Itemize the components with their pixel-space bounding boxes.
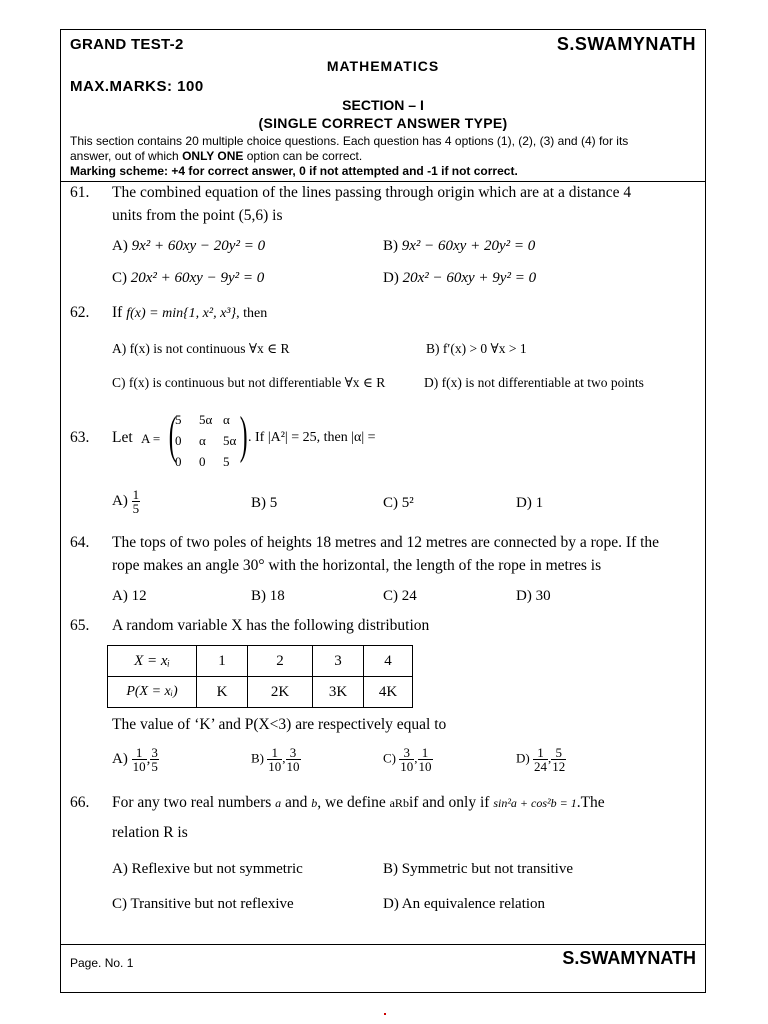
option-fraction — [418, 746, 433, 773]
question-text: rope makes an angle 30° with the horizontal, the length of the rope in metres is — [112, 557, 602, 574]
option-d — [383, 896, 545, 913]
matrix-cell: α — [223, 412, 230, 427]
footer-author: S.SWAMYNATH — [562, 948, 696, 968]
table-cell: P(X = xᵢ) — [108, 677, 197, 708]
question-number: 62. — [70, 304, 90, 321]
option-d — [383, 270, 536, 287]
option-c — [383, 495, 414, 512]
table-cell: 3K — [313, 677, 364, 708]
instructions-text: answer, out of which — [70, 149, 183, 163]
option-label: A) — [112, 492, 128, 509]
fraction-numerator: 3 — [286, 746, 301, 760]
fraction-numerator: 1 — [267, 746, 282, 760]
option-d — [424, 375, 644, 391]
option-label: D) — [516, 750, 530, 766]
matrix-row — [175, 412, 247, 433]
question-text — [112, 304, 267, 322]
option-text: f′(x) > 0 ∀x > 1 — [442, 341, 527, 356]
option-fraction — [533, 746, 548, 773]
question-number: 61. — [70, 184, 90, 201]
option-fraction — [150, 746, 159, 773]
subject-title: MATHEMATICS — [326, 58, 440, 74]
fraction-denominator: 10 — [132, 759, 146, 774]
exam-page — [60, 29, 706, 993]
section-title: SECTION – I — [342, 97, 424, 113]
matrix-row — [175, 433, 247, 454]
option-b: B) $\frac{1}{10}$ , $\frac{3}{10}$ — [251, 745, 300, 774]
option-a: A) $\frac{1}{10}$ , $\frac{3}{5}$ — [112, 745, 158, 774]
table-row — [108, 646, 413, 677]
option-a — [112, 341, 290, 357]
option-text: f(x) is not continuous ∀x ∈ R — [129, 341, 290, 356]
page-number: Page. No. 1 — [70, 956, 134, 970]
question-relation: aRb — [389, 796, 409, 810]
table-cell: 1 — [197, 646, 248, 677]
option-text: f(x) is continuous but not differentiable ∀x ∈ R — [128, 375, 386, 390]
test-name: GRAND TEST-2 — [70, 36, 184, 53]
matrix — [175, 407, 248, 475]
option-text: 9x² + 60xy − 20y² = 0 — [131, 238, 266, 254]
option-label: C) — [112, 896, 127, 912]
option-b — [383, 861, 573, 878]
option-a — [112, 588, 147, 605]
option-label: B) — [426, 341, 440, 356]
fraction-numerator: 3 — [399, 746, 414, 760]
option-text: An equivalence relation — [401, 896, 546, 912]
question-number: 63. — [70, 429, 90, 446]
question-condition: . If |A²| = 25, then |α| = — [248, 430, 376, 445]
option-label: C) — [112, 270, 127, 286]
option-label: C) — [383, 588, 398, 604]
option-label: D) — [424, 375, 439, 390]
option-label: B) — [383, 238, 398, 254]
instructions-line-2 — [70, 149, 690, 164]
table-cell: 4K — [364, 677, 413, 708]
table-row — [108, 677, 413, 708]
option-text: 1 — [535, 495, 544, 511]
option-label: D) — [516, 588, 532, 604]
fraction-denominator: 12 — [552, 759, 566, 774]
fraction-numerator: 1 — [533, 746, 548, 760]
option-label: C) — [112, 375, 126, 390]
matrix-cell: 5 — [223, 454, 230, 469]
option-label: A) — [112, 588, 128, 604]
table-cell: X = xᵢ — [108, 646, 197, 677]
option-text: 30 — [535, 588, 551, 604]
fraction-denominator: 10 — [400, 759, 414, 774]
question-text-part: If — [112, 304, 123, 321]
question-text-part: and — [285, 794, 308, 811]
option-a — [112, 488, 140, 515]
option-fraction — [267, 746, 282, 773]
fraction-denominator: 24 — [533, 759, 547, 774]
option-c — [112, 270, 264, 287]
fraction-denominator: 5 — [132, 501, 140, 516]
question-number: 65. — [70, 617, 90, 634]
matrix-cell: 5α — [223, 433, 237, 448]
option-d — [516, 495, 543, 512]
fraction-numerator: 1 — [132, 487, 140, 502]
option-text: f(x) is not differentiable at two points — [441, 375, 644, 390]
question-text: A random variable X has the following distribution — [112, 617, 430, 634]
question-number: 66. — [70, 794, 90, 811]
option-a — [112, 238, 265, 255]
stray-mark — [384, 1013, 386, 1015]
header-divider — [61, 181, 705, 182]
question-formula: f(x) = min{1, x², x³} — [126, 306, 237, 321]
fraction-numerator: 5 — [551, 746, 566, 760]
question-text: units from the point (5,6) is — [112, 207, 283, 224]
option-text: Reflexive but not symmetric — [131, 861, 303, 877]
distribution-table — [107, 645, 413, 708]
matrix-left-paren: ( — [168, 407, 177, 464]
option-label: D) — [383, 270, 399, 286]
option-label: C) — [383, 495, 398, 511]
option-c — [112, 896, 294, 913]
table-cell: 3 — [313, 646, 364, 677]
question-variable: b — [311, 796, 318, 810]
question-text: Let — [112, 429, 133, 446]
matrix-name: A = — [141, 431, 161, 446]
question-formula: sin²a + cos²b = 1 — [493, 796, 577, 810]
option-b — [251, 588, 285, 605]
option-text: Transitive but not reflexive — [130, 896, 294, 912]
matrix-cell: 5α — [199, 412, 213, 427]
fraction-denominator: 10 — [286, 759, 300, 774]
option-label: B) — [383, 861, 398, 877]
question-text-part: .The — [576, 794, 605, 811]
option-d: D) $\frac{1}{24}$ , $\frac{5}{12}$ — [516, 745, 566, 774]
option-label: D) — [383, 896, 399, 912]
section-type: (SINGLE CORRECT ANSWER TYPE) — [258, 115, 508, 131]
instructions-line-1: This section contains 20 multiple choice questions. Each question has 4 options (1), (2), (3) and (4) for its — [70, 134, 629, 148]
matrix-row — [175, 454, 247, 475]
question-text-part: if and only if — [408, 794, 490, 811]
matrix-cell: 0 — [199, 454, 206, 469]
option-label: B) — [251, 588, 266, 604]
table-cell: K — [197, 677, 248, 708]
fraction-denominator: 10 — [268, 759, 282, 774]
marking-scheme: Marking scheme: +4 for correct answer, 0 if not attempted and -1 if not correct. — [70, 164, 518, 178]
option-text: 5 — [269, 495, 278, 511]
instructions-emphasis: ONLY ONE — [182, 149, 244, 163]
fraction-numerator: 3 — [151, 745, 158, 760]
matrix-cell: 0 — [175, 454, 182, 469]
option-d — [516, 588, 551, 605]
fraction-numerator: 1 — [132, 746, 147, 760]
matrix-cell: α — [199, 433, 206, 448]
option-label: C) — [383, 750, 396, 766]
question-text-part: , then — [236, 306, 268, 321]
option-fraction — [132, 488, 141, 515]
option-fraction — [286, 746, 301, 773]
option-text: Symmetric but not transitive — [401, 861, 573, 877]
option-a — [112, 861, 303, 878]
table-cell: 2 — [248, 646, 313, 677]
option-fraction — [132, 746, 147, 773]
question-variable: a — [275, 796, 282, 810]
option-label: A) — [112, 341, 127, 356]
option-text: 18 — [269, 588, 285, 604]
question-number: 64. — [70, 534, 90, 551]
option-label: B) — [251, 495, 266, 511]
question-text: The combined equation of the lines passing through origin which are at a distance 4 — [112, 184, 632, 201]
fraction-numerator: 1 — [418, 746, 433, 760]
table-cell: 4 — [364, 646, 413, 677]
question-text-part: For any two real numbers — [112, 794, 272, 811]
matrix-right-paren: ) — [239, 407, 248, 464]
matrix-cell: 0 — [175, 433, 182, 448]
option-b — [251, 495, 277, 512]
author-name: S.SWAMYNATH — [556, 34, 696, 54]
option-c — [112, 375, 385, 391]
option-text: 20x² − 60xy + 9y² = 0 — [402, 270, 537, 286]
option-c — [383, 588, 417, 605]
question-text: relation R is — [112, 824, 188, 841]
option-fraction — [551, 746, 566, 773]
option-text: 9x² − 60xy + 20y² = 0 — [401, 238, 536, 254]
question-text-part: , we define — [317, 794, 386, 811]
option-label: A) — [112, 238, 128, 254]
table-cell: 2K — [248, 677, 313, 708]
option-text: 24 — [401, 588, 417, 604]
option-text: 20x² + 60xy − 9y² = 0 — [130, 270, 265, 286]
fraction-denominator: 10 — [418, 759, 432, 774]
option-label: D) — [516, 495, 532, 511]
matrix-cell: 5 — [175, 412, 182, 427]
question-text — [112, 794, 605, 812]
option-label: A) — [112, 750, 128, 767]
question-text: The value of ‘K’ and P(X<3) are respectively equal to — [112, 716, 447, 733]
option-b — [426, 341, 527, 357]
question-text: The tops of two poles of heights 18 metres and 12 metres are connected by a rope. If the — [112, 534, 660, 551]
option-label: B) — [251, 750, 264, 766]
fraction-denominator: 5 — [151, 759, 158, 774]
option-text: 5² — [401, 495, 414, 511]
option-c: C) $\frac{3}{10}$ , $\frac{1}{10}$ — [383, 745, 432, 774]
instructions-text: option can be correct. — [243, 149, 363, 163]
option-fraction — [399, 746, 414, 773]
option-b — [383, 238, 535, 255]
footer-divider — [61, 944, 705, 945]
option-label: A) — [112, 861, 128, 877]
max-marks: MAX.MARKS: 100 — [70, 78, 204, 95]
option-text: 12 — [131, 588, 147, 604]
